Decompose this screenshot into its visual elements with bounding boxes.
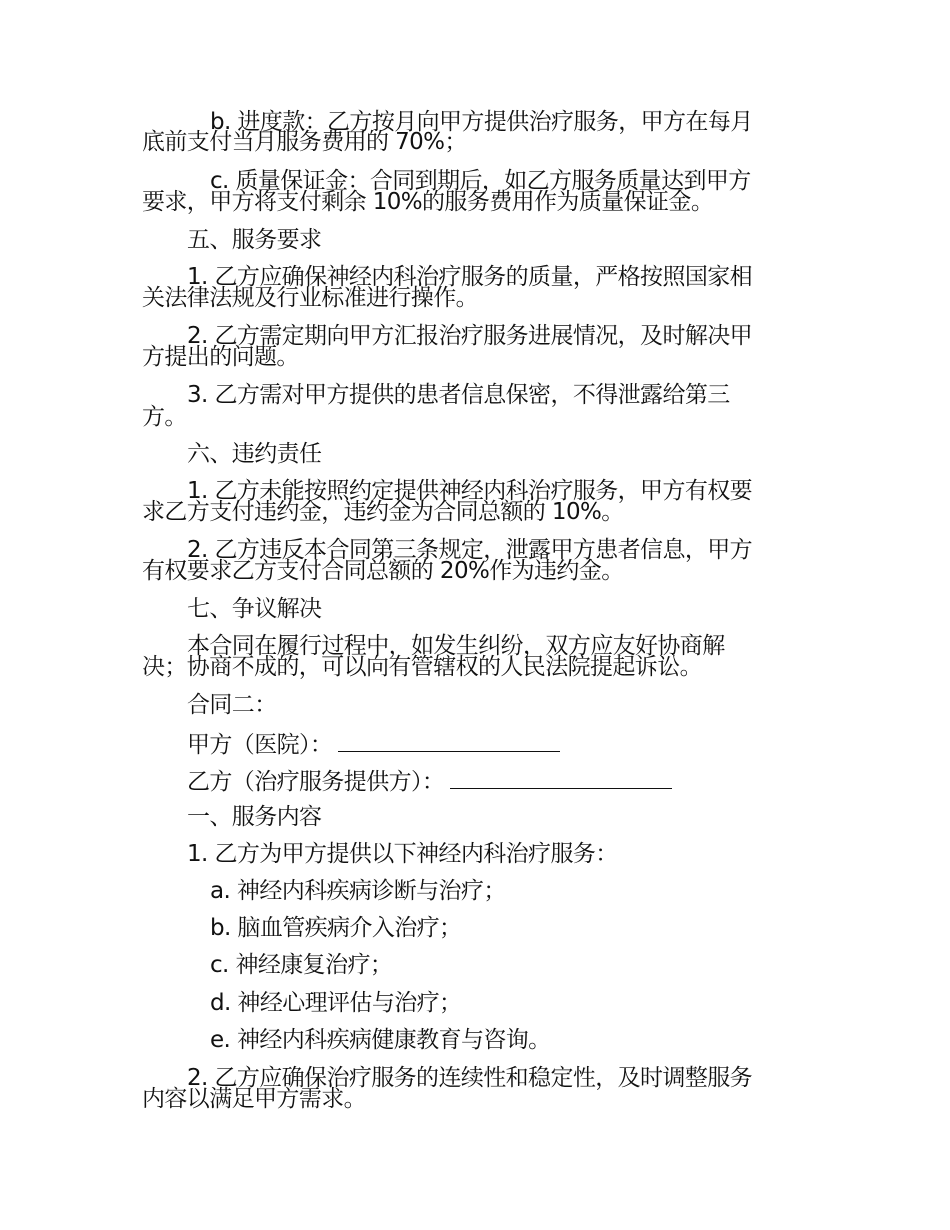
party-b-label: 乙方（治疗服务提供方）：: [187, 769, 445, 795]
requirement-2-line-2: 方提出的问题。: [142, 344, 299, 370]
requirement-2-line-1: 2. 乙方需定期向甲方汇报治疗服务进展情况，及时解决甲: [187, 323, 753, 349]
contract-two-heading: 合同二：: [187, 692, 277, 718]
section-heading-breach-liability: 六、违约责任: [187, 441, 322, 467]
party-a-blank-line: [338, 731, 560, 752]
section-heading-dispute-resolution: 七、争议解决: [187, 596, 322, 622]
service-content-2-line-1: 2. 乙方应确保治疗服务的连续性和稳定性，及时调整服务: [187, 1065, 753, 1091]
requirement-1-line-1: 1. 乙方应确保神经内科治疗服务的质量，严格按照国家相: [187, 264, 753, 290]
party-b-field: [187, 768, 672, 794]
requirement-3-line-1: 3. 乙方需对甲方提供的患者信息保密，不得泄露给第三: [187, 382, 730, 408]
party-a-label: 甲方（医院）：: [187, 732, 333, 758]
dispute-line-1: 本合同在履行过程中，如发生纠纷，双方应友好协商解: [187, 633, 725, 659]
clause-quality-deposit-line-2: 要求，甲方将支付剩余 10%的服务费用作为质量保证金。: [142, 189, 714, 215]
liability-1-line-2: 求乙方支付违约金，违约金为合同总额的 10%。: [142, 499, 624, 525]
service-content-2-line-2: 内容以满足甲方需求。: [142, 1086, 367, 1112]
section-heading-service-requirements: 五、服务要求: [187, 227, 322, 253]
liability-1-line-1: 1. 乙方未能按照约定提供神经内科治疗服务，甲方有权要: [187, 478, 753, 504]
liability-2-line-1: 2. 乙方违反本合同第三条规定，泄露甲方患者信息，甲方: [187, 537, 753, 563]
service-item-a: a. 神经内科疾病诊断与治疗；: [210, 878, 506, 904]
clause-progress-payment-line-2: 底前支付当月服务费用的 70%；: [142, 129, 467, 155]
service-item-e: e. 神经内科疾病健康教育与咨询。: [210, 1027, 551, 1053]
liability-2-line-2: 有权要求乙方支付合同总额的 20%作为违约金。: [142, 558, 624, 584]
section-heading-service-content: 一、服务内容: [187, 804, 322, 830]
service-item-c: c. 神经康复治疗；: [210, 952, 393, 978]
service-item-b: b. 脑血管疾病介入治疗；: [210, 915, 462, 941]
party-a-field: [187, 731, 560, 757]
clause-quality-deposit-line-1: c. 质量保证金：合同到期后，如乙方服务质量达到甲方: [210, 168, 751, 194]
requirement-1-line-2: 关法律法规及行业标准进行操作。: [142, 285, 479, 311]
clause-progress-payment-line-1: b. 进度款：乙方按月向甲方提供治疗服务，甲方在每月: [210, 109, 753, 135]
party-b-blank-line: [450, 768, 672, 789]
service-content-1: 1. 乙方为甲方提供以下神经内科治疗服务：: [187, 841, 618, 867]
requirement-3-line-2: 方。: [142, 404, 187, 430]
service-item-d: d. 神经心理评估与治疗；: [210, 990, 462, 1016]
dispute-line-2: 决；协商不成的，可以向有管辖权的人民法院提起诉讼。: [142, 654, 703, 680]
